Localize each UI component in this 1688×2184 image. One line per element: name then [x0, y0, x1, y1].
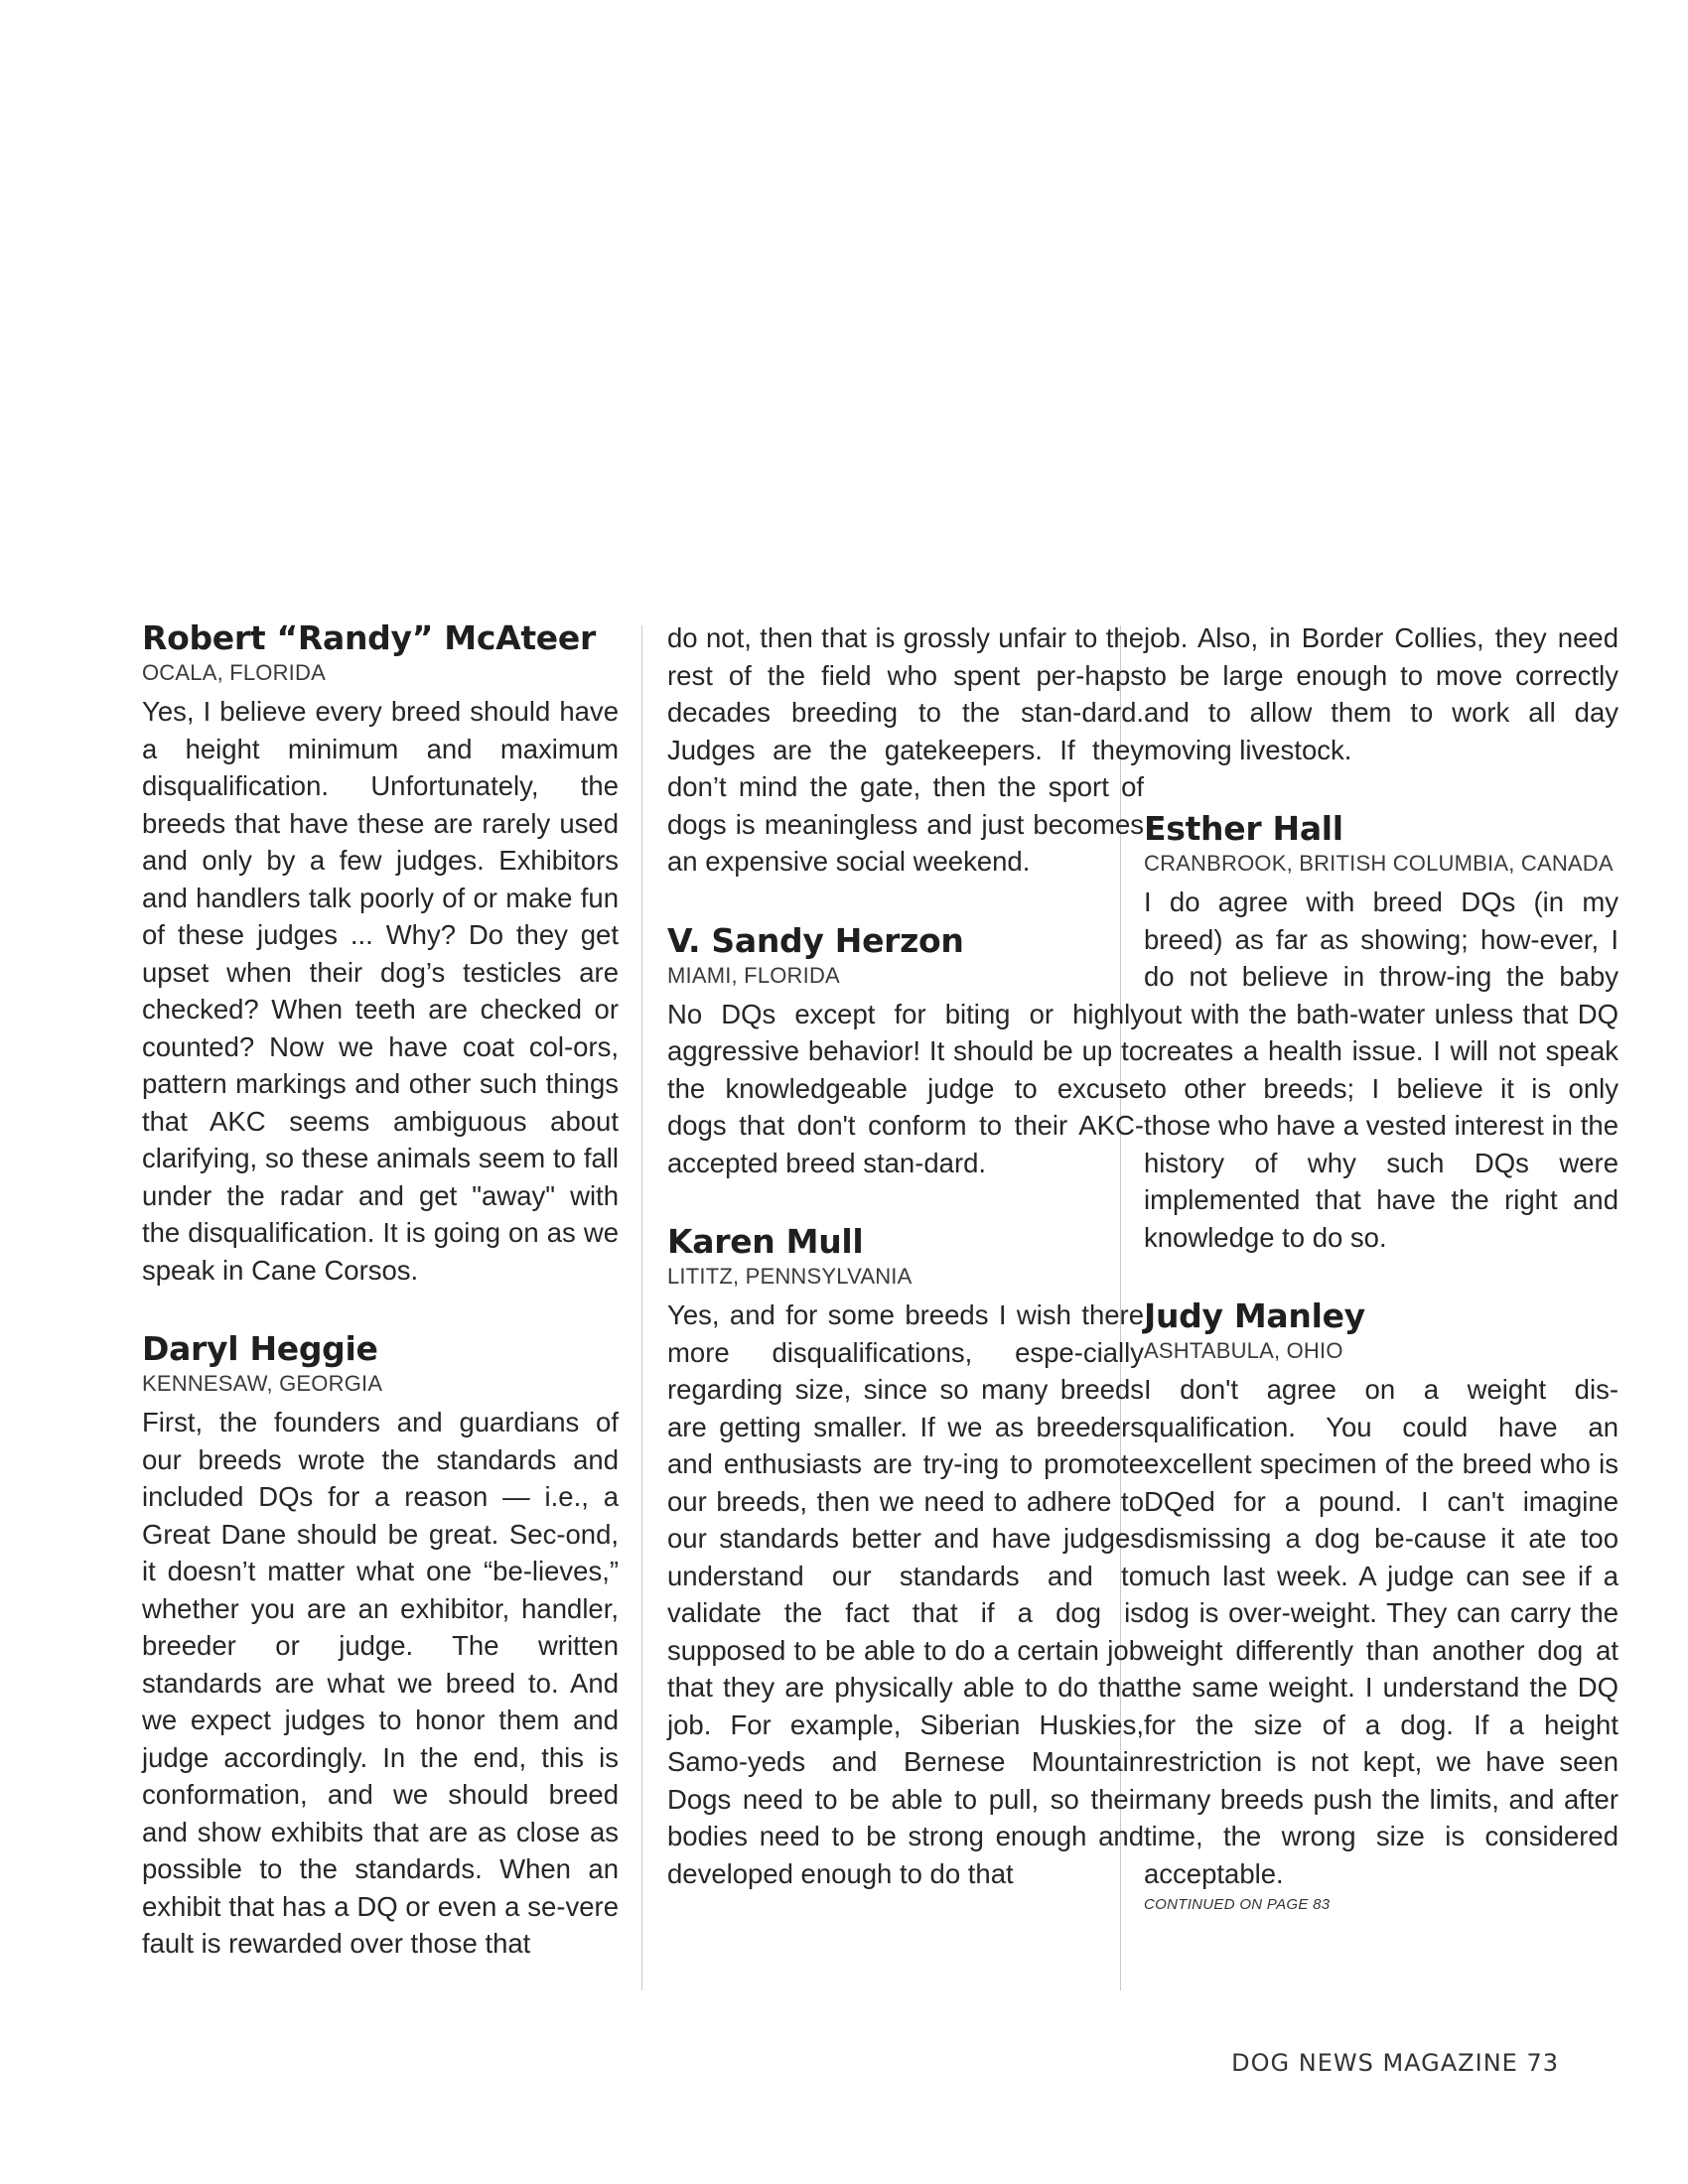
- respondent-location: CRANBROOK, BRITISH COLUMBIA, CANADA: [1144, 851, 1614, 876]
- respondent-name: Judy Manley: [1144, 1297, 1365, 1335]
- response-text: do not, then that is grossly unfair to the rest of the field who spent per-haps decades breeding to the stan-dard. Judges are the gatekeepers. If they don’t mind the gate, then the sport of dogs is meaningless and just becomes an expensive social weekend.: [667, 622, 1144, 877]
- entry-esther-hall: [1144, 810, 1618, 1256]
- respondent-name: Esther Hall: [1144, 809, 1343, 848]
- respondent-location: OCALA, FLORIDA: [142, 660, 326, 685]
- column-2: [667, 619, 1144, 1934]
- response-text: Yes, and for some breeds I wish there more disqualifications, espe-cially regarding size, since so many breeds are getting smaller. If we as breeders and enthusiasts are try-ing to promote our breeds, then we need to adhere to our standards better and have judges understand our standards and to validate the fact that if a dog is supposed to be able to do a certain job that they are physically able to do that job. For example, Siberian Huskies, Samo-yeds and Bernese Mountain Dogs need to be able to pull, so their bodies need to be strong enough and developed enough to do that: [667, 1299, 1144, 1889]
- entry-robert-mcateer: [142, 619, 619, 1289]
- entry-karen-mull: [667, 1223, 1144, 1892]
- entry-daryl-heggie-continued: [667, 619, 1144, 881]
- response-text: job. Also, in Border Collies, they need to be large enough to move correctly and to allow them to work all day moving livestock.: [1144, 622, 1618, 765]
- response-text: First, the founders and guardians of our breeds wrote the standards and included DQs for a reason — i.e., a Great Dane should be great. Sec-ond, it doesn’t matter what one “be-lieves,” whether you are an exhibitor, handler, breeder or judge. The written standards are what we breed to. And we expect judges to honor them and judge accordingly. In the end, this is conformation, and we should breed and show exhibits that are as close as possible to the standards. When an exhibit that has a DQ or even a se-vere fault is rewarded over those that: [142, 1407, 619, 1959]
- page-footer: DOG NEWS MAGAZINE 73: [1231, 2049, 1559, 2077]
- response-text: I do agree with breed DQs (in my breed) as far as showing; how-ever, I do not believe in throw-ing the baby out with the bath-water unless that DQ creates a health issue. I will not speak to other breeds; I believe it is only those who have a vested interest in the history of why such DQs were implemented that have the right and knowledge to do so.: [1144, 887, 1618, 1253]
- response-text: No DQs except for biting or highly aggressive behavior! It should be up to the knowledgeable judge to excuse dogs that don't conform to their AKC-accepted breed stan-dard.: [667, 998, 1144, 1178]
- respondent-name: Karen Mull: [667, 1222, 864, 1261]
- column-3: [1144, 619, 1618, 1913]
- entry-daryl-heggie: [142, 1330, 619, 1963]
- continued-notice: CONTINUED ON PAGE 83: [1144, 1896, 1331, 1913]
- respondent-location: ASHTABULA, OHIO: [1144, 1338, 1343, 1363]
- respondent-location: KENNESAW, GEORGIA: [142, 1371, 383, 1396]
- response-text: I don't agree on a weight dis-qualification. You could have an excellent specimen of the breed who is DQed for a pound. I can't imagine dismissing a dog be-cause it ate too much last week. A judge can see if a dog is over-weight. They can carry the weight differently than another dog at the same weight. I understand the DQ for the size of a dog. If a height restriction is not kept, we have seen many breeds push the limits, and after time, the wrong size is considered acceptable.: [1144, 1374, 1618, 1889]
- respondent-location: MIAMI, FLORIDA: [667, 962, 840, 988]
- entry-karen-mull-continued: [1144, 619, 1618, 768]
- response-text: Yes, I believe every breed should have a height minimum and maximum disqualification. Unfortunately, the breeds that have these are rarely used and only by a few judges. Exhibitors and handlers talk poorly of or make fun of these judges ... Why? Do they get upset when their dog’s testicles are checked? When teeth are checked or counted? Now we have coat col-ors, pattern markings and other such things that AKC seems ambiguous about clarifying, so these animals seem to fall under the radar and get "away" with the disqualification. It is going on as we speak in Cane Corsos.: [142, 696, 619, 1286]
- respondent-name: Robert “Randy” McAteer: [142, 618, 596, 657]
- respondent-name: V. Sandy Herzon: [667, 920, 964, 960]
- respondent-location: LITITZ, PENNSYLVANIA: [667, 1264, 913, 1289]
- column-1: [142, 619, 619, 2004]
- entry-sandy-herzon: [667, 922, 1144, 1182]
- entry-judy-manley: [1144, 1297, 1618, 1913]
- column-divider: [641, 625, 642, 1990]
- respondent-name: Daryl Heggie: [142, 1329, 378, 1368]
